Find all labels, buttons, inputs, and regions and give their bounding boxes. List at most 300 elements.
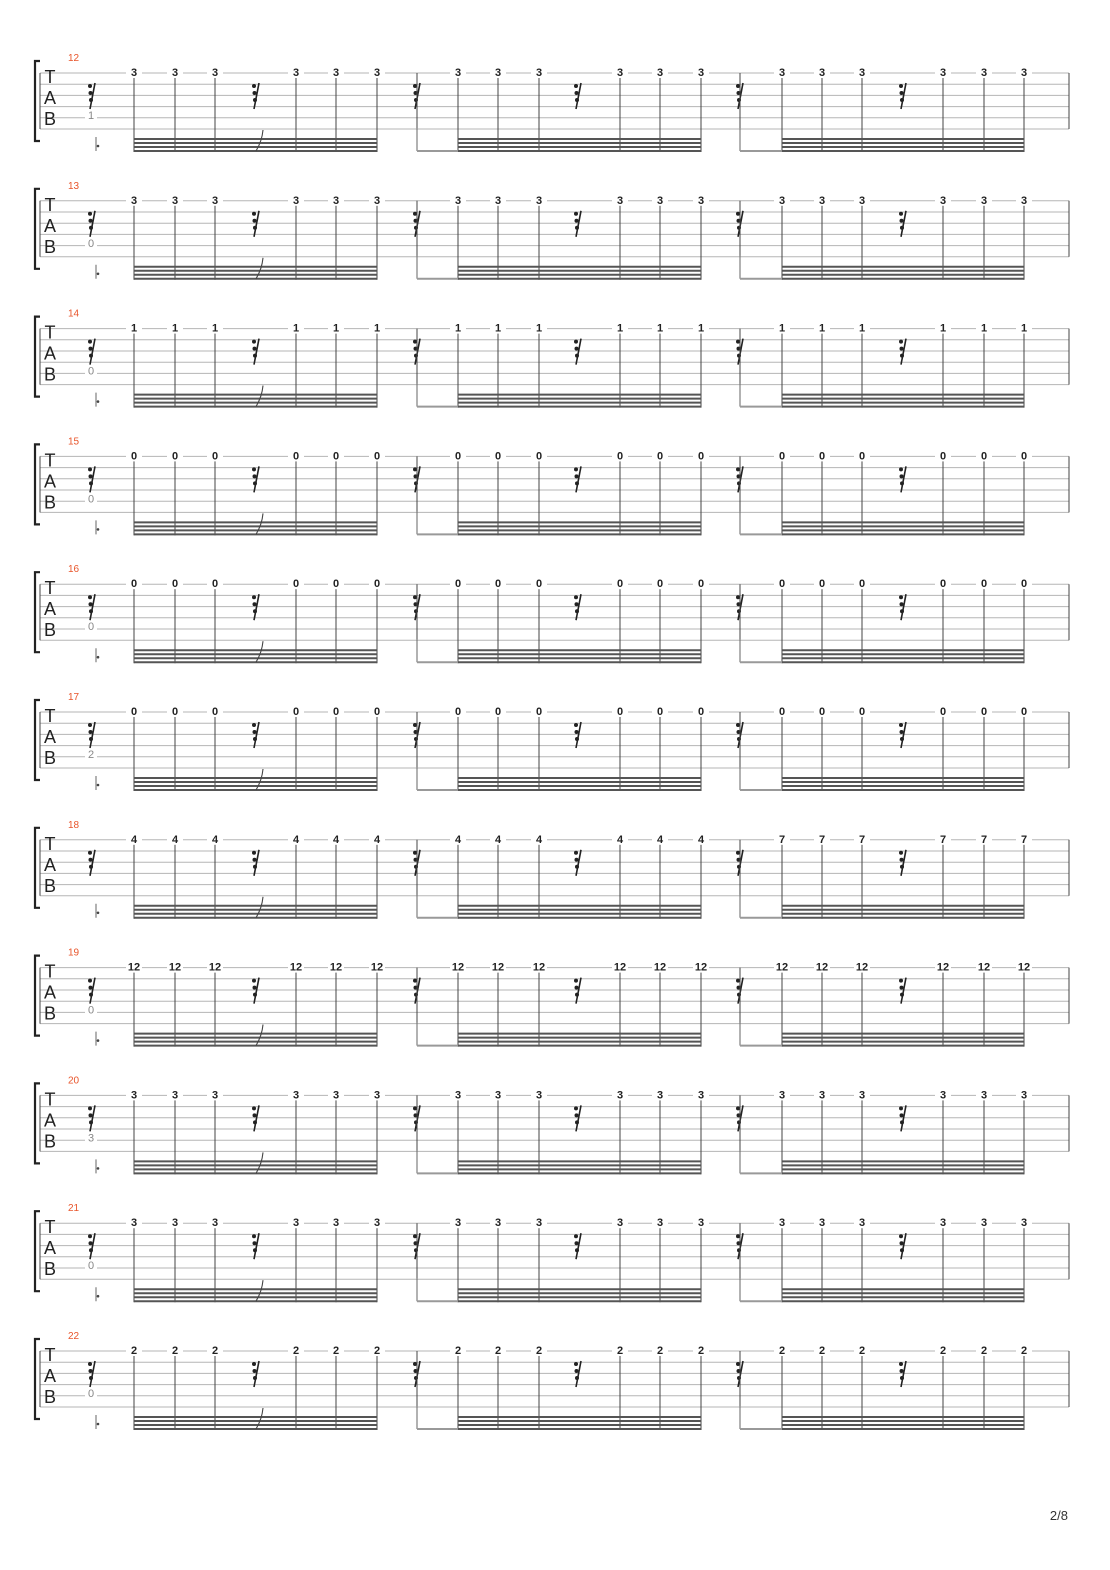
fret-number: 3	[656, 67, 664, 79]
fret-number: 0	[373, 706, 381, 718]
fret-number: 1	[332, 322, 340, 335]
fret-number: 7	[778, 833, 786, 846]
fret-number: 3	[616, 1089, 624, 1102]
fret-number: 0	[171, 578, 179, 591]
fret-number: 0	[130, 450, 138, 463]
tab-clef-letter: A	[43, 599, 57, 620]
lead-fret-number: 3	[87, 1132, 95, 1145]
fret-number: 1	[1020, 322, 1028, 335]
tab-clef-letter: B	[43, 1259, 57, 1280]
fret-number: 0	[656, 578, 664, 591]
fret-number: 0	[332, 706, 340, 718]
system-bracket	[35, 1083, 40, 1163]
fret-number: 12	[1017, 961, 1031, 974]
tab-clef-letter: T	[44, 961, 56, 982]
fret-number: 1	[292, 322, 300, 335]
fret-number: 0	[616, 578, 624, 591]
fret-number: 0	[494, 450, 502, 463]
fret-number: 12	[127, 961, 141, 974]
chord-stroke	[574, 722, 581, 748]
chord-stroke	[88, 466, 95, 492]
fret-number: 0	[616, 706, 624, 718]
tab-system	[35, 820, 1069, 919]
fret-number: 0	[939, 706, 947, 718]
tab-system	[35, 1203, 1069, 1302]
fret-number: 12	[289, 961, 303, 974]
chord-stroke	[899, 978, 906, 1004]
fret-number: 12	[491, 961, 505, 974]
fret-number: 4	[211, 833, 219, 846]
lead-fret-number: 1	[87, 110, 95, 122]
fret-number: 4	[171, 833, 179, 846]
fret-number: 3	[535, 194, 543, 207]
fret-number: 12	[329, 961, 343, 974]
tab-system	[35, 53, 1069, 152]
measure-number: 14	[68, 308, 80, 320]
fret-number: 0	[292, 706, 300, 718]
tab-clef-letter: T	[44, 450, 56, 471]
dot	[97, 1039, 100, 1042]
fret-number: 1	[171, 322, 179, 335]
measure-number: 22	[68, 1331, 80, 1342]
fret-number: 3	[858, 1089, 866, 1102]
fret-number: 7	[818, 833, 826, 846]
tab-clef-letter: T	[44, 706, 56, 726]
fret-number: 2	[656, 1345, 664, 1357]
fret-number: 4	[454, 833, 462, 846]
chord-stroke	[574, 211, 581, 237]
fret-number: 3	[1020, 1089, 1028, 1102]
chord-stroke	[252, 466, 259, 492]
tab-clef-letter: T	[44, 1345, 56, 1365]
dot	[97, 528, 100, 531]
measure-number: 17	[68, 692, 80, 703]
fret-number: 0	[211, 578, 219, 591]
dot	[97, 1167, 100, 1170]
fret-number: 2	[130, 1345, 138, 1357]
dot	[97, 145, 100, 148]
dot	[97, 273, 100, 276]
chord-stroke	[574, 594, 581, 620]
tab-system	[35, 1331, 1069, 1430]
fret-number: 3	[778, 1089, 786, 1102]
fret-number: 12	[694, 961, 708, 974]
chord-stroke	[88, 211, 95, 237]
fret-number: 3	[1020, 67, 1028, 79]
fret-number: 7	[858, 833, 866, 846]
measure-number: 19	[68, 947, 80, 959]
fret-number: 0	[130, 706, 138, 718]
fret-number: 3	[454, 194, 462, 207]
fret-number: 0	[697, 578, 705, 591]
fret-number: 0	[818, 706, 826, 718]
fret-number: 0	[616, 450, 624, 463]
chord-stroke	[88, 722, 95, 748]
chord-stroke	[88, 83, 95, 109]
fret-number: 3	[818, 194, 826, 207]
fret-number: 3	[211, 1089, 219, 1102]
tab-clef-letter: A	[43, 727, 57, 747]
fret-number: 12	[208, 961, 222, 974]
fret-number: 0	[939, 450, 947, 463]
dot	[97, 1423, 100, 1426]
system-bracket	[35, 828, 40, 908]
chord-stroke	[88, 594, 95, 620]
fret-number: 4	[332, 833, 340, 846]
fret-number: 0	[818, 578, 826, 591]
fret-number: 3	[1020, 1217, 1028, 1230]
chord-stroke	[252, 850, 259, 876]
system-bracket	[35, 1339, 40, 1419]
fret-number: 3	[535, 67, 543, 79]
fret-number: 3	[171, 194, 179, 207]
tab-clef-letter: A	[43, 1238, 57, 1259]
tab-system	[35, 309, 1069, 408]
system-bracket	[35, 61, 40, 141]
fret-number: 3	[939, 1217, 947, 1230]
fret-number: 4	[616, 833, 624, 846]
fret-number: 3	[858, 194, 866, 207]
fret-number: 3	[171, 67, 179, 79]
fret-number: 2	[171, 1345, 179, 1357]
system-bracket	[35, 700, 40, 780]
fret-number: 0	[858, 578, 866, 591]
fret-number: 0	[494, 706, 502, 718]
tab-clef-letter: T	[44, 1217, 56, 1238]
fret-number: 1	[818, 322, 826, 335]
fret-number: 3	[616, 1217, 624, 1230]
chord-stroke	[574, 1233, 581, 1259]
chord-stroke	[899, 211, 906, 237]
fret-number: 12	[977, 961, 991, 974]
fret-number: 0	[656, 706, 664, 718]
fret-number: 3	[980, 1089, 988, 1102]
fret-number: 3	[454, 67, 462, 79]
fret-number: 3	[1020, 194, 1028, 207]
fret-number: 0	[697, 450, 705, 463]
fret-number: 3	[292, 194, 300, 207]
fret-number: 0	[818, 450, 826, 463]
chord-stroke	[899, 1361, 906, 1387]
chord-stroke	[88, 1233, 95, 1259]
tab-clef-letter: B	[43, 364, 57, 385]
tab-clef-letter: B	[43, 1003, 57, 1024]
fret-number: 3	[980, 1217, 988, 1230]
fret-number: 0	[1020, 450, 1028, 463]
chord-stroke	[88, 1105, 95, 1131]
chord-stroke	[252, 1361, 259, 1387]
fret-number: 0	[454, 706, 462, 718]
tab-system	[35, 692, 1069, 791]
tab-clef-letter: A	[43, 1366, 57, 1386]
fret-number: 2	[535, 1345, 543, 1357]
fret-number: 2	[818, 1345, 826, 1357]
fret-number: 3	[292, 67, 300, 79]
dot	[97, 656, 100, 659]
system-bracket	[35, 1211, 40, 1291]
fret-number: 1	[980, 322, 988, 335]
lead-fret-number: 0	[87, 1260, 95, 1273]
system-bracket	[35, 444, 40, 524]
fret-number: 2	[454, 1345, 462, 1357]
fret-number: 4	[656, 833, 664, 846]
fret-number: 2	[211, 1345, 219, 1357]
fret-number: 4	[494, 833, 502, 846]
tab-system	[35, 181, 1069, 280]
system-bracket	[35, 572, 40, 652]
fret-number: 3	[332, 1217, 340, 1230]
fret-number: 3	[535, 1089, 543, 1102]
fret-number: 0	[171, 706, 179, 718]
chord-stroke	[899, 1105, 906, 1131]
chord-stroke	[252, 339, 259, 365]
fret-number: 3	[778, 1217, 786, 1230]
fret-number: 3	[656, 194, 664, 207]
tab-system	[35, 564, 1069, 663]
chord-stroke	[899, 339, 906, 365]
fret-number: 0	[1020, 706, 1028, 718]
fret-number: 1	[697, 322, 705, 335]
system-bracket	[35, 317, 40, 397]
fret-number: 3	[130, 1089, 138, 1102]
fret-number: 3	[332, 1089, 340, 1102]
fret-number: 3	[494, 67, 502, 79]
tab-clef-letter: T	[44, 578, 56, 599]
fret-number: 3	[292, 1089, 300, 1102]
fret-number: 12	[370, 961, 384, 974]
tab-system	[35, 436, 1069, 535]
fret-number: 3	[454, 1089, 462, 1102]
fret-number: 3	[697, 1217, 705, 1230]
dot	[97, 400, 100, 403]
tab-clef-letter: T	[44, 194, 56, 215]
fret-number: 3	[818, 1089, 826, 1102]
chord-stroke	[574, 1361, 581, 1387]
fret-number: 7	[1020, 833, 1028, 846]
fret-number: 3	[211, 67, 219, 79]
fret-number: 1	[373, 322, 381, 335]
fret-number: 3	[818, 67, 826, 79]
fret-number: 2	[616, 1345, 624, 1357]
fret-number: 0	[332, 450, 340, 463]
dot	[97, 784, 100, 787]
fret-number: 7	[939, 833, 947, 846]
fret-number: 0	[980, 450, 988, 463]
fret-number: 0	[939, 578, 947, 591]
chord-stroke	[252, 83, 259, 109]
fret-number: 4	[292, 833, 300, 846]
chord-stroke	[574, 466, 581, 492]
fret-number: 1	[656, 322, 664, 335]
tab-clef-letter: A	[43, 1110, 57, 1131]
tab-clef-letter: A	[43, 982, 57, 1003]
fret-number: 7	[980, 833, 988, 846]
tab-clef-letter: A	[43, 215, 57, 236]
tab-clef-letter: T	[44, 1089, 56, 1110]
fret-number: 4	[697, 833, 705, 846]
fret-number: 2	[332, 1345, 340, 1357]
chord-stroke	[88, 1361, 95, 1387]
fret-number: 0	[454, 578, 462, 591]
lead-fret-number: 0	[87, 621, 95, 634]
measure-number: 16	[68, 564, 80, 576]
fret-number: 3	[130, 1217, 138, 1230]
tab-clef-letter: B	[43, 748, 57, 768]
chord-stroke	[252, 1233, 259, 1259]
chord-stroke	[252, 722, 259, 748]
chord-stroke	[88, 339, 95, 365]
fret-number: 1	[616, 322, 624, 335]
chord-stroke	[252, 211, 259, 237]
system-bracket	[35, 956, 40, 1036]
lead-fret-number: 0	[87, 1004, 95, 1017]
fret-number: 12	[653, 961, 667, 974]
measure-number: 18	[68, 819, 80, 831]
fret-number: 0	[858, 450, 866, 463]
fret-number: 0	[332, 578, 340, 591]
tab-system	[35, 1075, 1069, 1174]
measure-number: 20	[68, 1075, 80, 1087]
fret-number: 3	[535, 1217, 543, 1230]
fret-number: 0	[130, 578, 138, 591]
fret-number: 3	[373, 1089, 381, 1102]
fret-number: 1	[939, 322, 947, 335]
fret-number: 3	[939, 67, 947, 79]
tab-clef-letter: A	[43, 343, 57, 364]
fret-number: 2	[494, 1345, 502, 1357]
chord-stroke	[574, 1105, 581, 1131]
tab-system	[35, 948, 1069, 1047]
fret-number: 0	[494, 578, 502, 591]
fret-number: 2	[980, 1345, 988, 1357]
chord-stroke	[574, 83, 581, 109]
tab-clef-letter: B	[43, 492, 57, 513]
tab-clef-letter: B	[43, 620, 57, 641]
tab-clef-letter: B	[43, 1387, 57, 1407]
fret-number: 3	[697, 67, 705, 79]
fret-number: 3	[656, 1217, 664, 1230]
tab-clef-letter: B	[43, 109, 57, 129]
fret-number: 12	[815, 961, 829, 974]
fret-number: 0	[535, 450, 543, 463]
tab-clef-letter: B	[43, 875, 57, 896]
fret-number: 2	[858, 1345, 866, 1357]
fret-number: 0	[778, 450, 786, 463]
fret-number: 0	[535, 706, 543, 718]
dot	[97, 912, 100, 915]
fret-number: 3	[494, 1089, 502, 1102]
chord-stroke	[88, 850, 95, 876]
fret-number: 0	[292, 450, 300, 463]
chord-stroke	[899, 1233, 906, 1259]
fret-number: 0	[1020, 578, 1028, 591]
fret-number: 3	[332, 67, 340, 79]
fret-number: 2	[1020, 1345, 1028, 1357]
fret-number: 12	[451, 961, 465, 974]
tab-clef-letter: T	[44, 322, 56, 343]
fret-number: 3	[171, 1217, 179, 1230]
fret-number: 3	[980, 194, 988, 207]
fret-number: 0	[535, 578, 543, 591]
lead-fret-number: 2	[87, 749, 95, 761]
fret-number: 3	[130, 67, 138, 79]
fret-number: 3	[858, 1217, 866, 1230]
fret-number: 2	[778, 1345, 786, 1357]
fret-number: 3	[332, 194, 340, 207]
measure-number: 15	[68, 436, 80, 448]
fret-number: 2	[292, 1345, 300, 1357]
fret-number: 3	[373, 194, 381, 207]
fret-number: 0	[858, 706, 866, 718]
fret-number: 0	[980, 706, 988, 718]
fret-number: 1	[454, 322, 462, 335]
fret-number: 0	[454, 450, 462, 463]
fret-number: 4	[535, 833, 543, 846]
fret-number: 3	[697, 1089, 705, 1102]
fret-number: 2	[373, 1345, 381, 1357]
chord-stroke	[574, 339, 581, 365]
fret-number: 3	[939, 1089, 947, 1102]
fret-number: 4	[130, 833, 138, 846]
fret-number: 3	[454, 1217, 462, 1230]
chord-stroke	[899, 594, 906, 620]
tab-clef-letter: A	[43, 471, 57, 492]
fret-number: 3	[778, 194, 786, 207]
tab-clef-letter: B	[43, 236, 57, 257]
fret-number: 12	[168, 961, 182, 974]
chord-stroke	[88, 978, 95, 1004]
chord-stroke	[899, 850, 906, 876]
fret-number: 12	[775, 961, 789, 974]
fret-number: 1	[535, 322, 543, 335]
fret-number: 3	[494, 194, 502, 207]
fret-number: 3	[616, 67, 624, 79]
chord-stroke	[574, 850, 581, 876]
fret-number: 1	[858, 322, 866, 335]
chord-stroke	[252, 978, 259, 1004]
lead-fret-number: 0	[87, 493, 95, 506]
fret-number: 12	[936, 961, 950, 974]
fret-number: 0	[211, 450, 219, 463]
measure-number: 12	[68, 53, 80, 64]
fret-number: 0	[171, 450, 179, 463]
fret-number: 0	[373, 578, 381, 591]
fret-number: 3	[494, 1217, 502, 1230]
fret-number: 1	[778, 322, 786, 335]
fret-number: 0	[292, 578, 300, 591]
chord-stroke	[252, 594, 259, 620]
fret-number: 0	[656, 450, 664, 463]
fret-number: 3	[373, 67, 381, 79]
fret-number: 0	[778, 706, 786, 718]
fret-number: 4	[373, 833, 381, 846]
chord-stroke	[899, 83, 906, 109]
fret-number: 3	[211, 1217, 219, 1230]
fret-number: 12	[613, 961, 627, 974]
tab-clef-letter: B	[43, 1131, 57, 1152]
lead-fret-number: 0	[87, 237, 95, 250]
tab-clef-letter: T	[44, 833, 56, 854]
chord-stroke	[899, 466, 906, 492]
fret-number: 3	[858, 67, 866, 79]
fret-number: 0	[980, 578, 988, 591]
fret-number: 3	[778, 67, 786, 79]
fret-number: 0	[373, 450, 381, 463]
page-number: 2/8	[1049, 1508, 1068, 1523]
fret-number: 1	[211, 322, 219, 335]
fret-number: 3	[211, 194, 219, 207]
fret-number: 1	[494, 322, 502, 335]
